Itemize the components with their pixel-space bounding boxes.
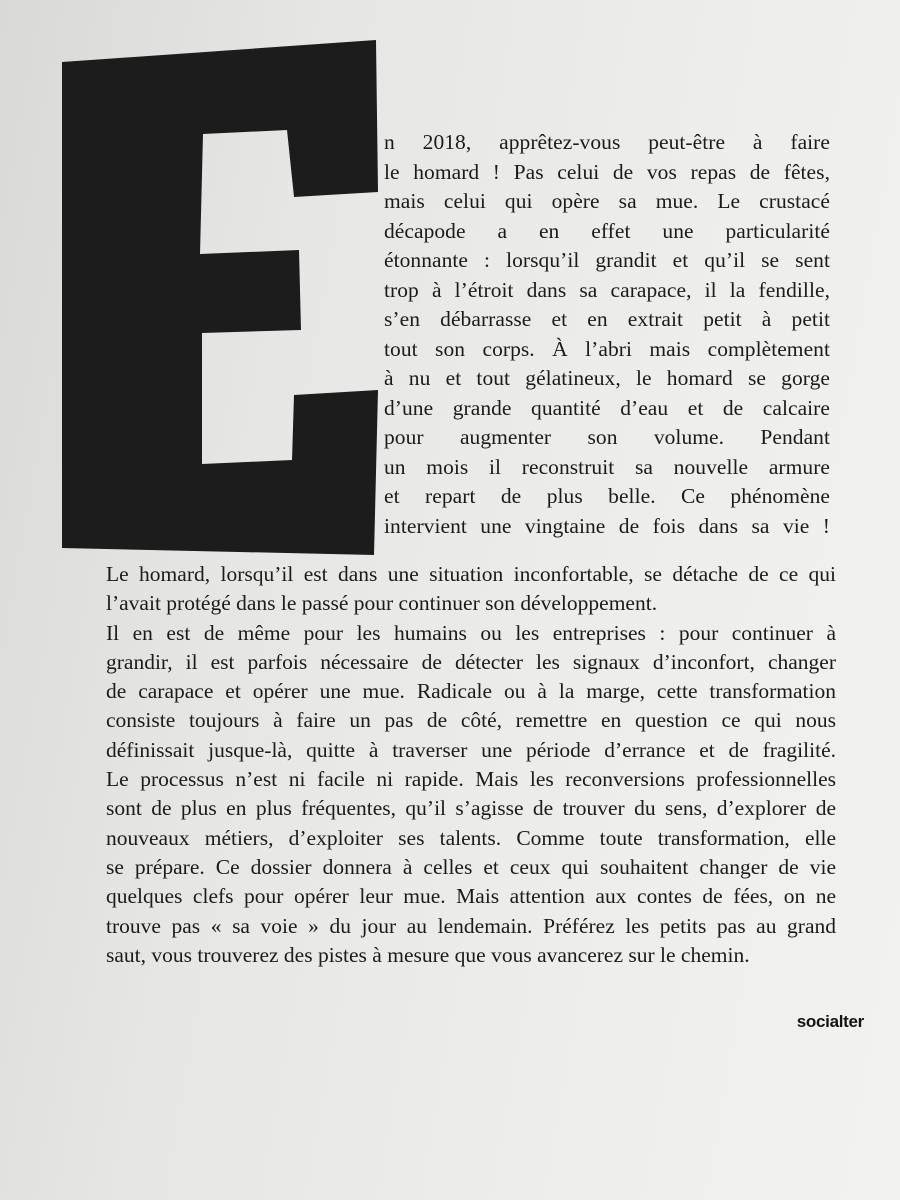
text-line: définissait jusque-là, quitte à traverser une période d’errance et de fragilité.	[106, 737, 836, 762]
text-line: à nu et tout gélatineux, le homard se gorge	[384, 366, 830, 390]
text-line: n 2018, apprêtez-vous peut-être à faire	[384, 130, 830, 154]
text-line: tout son corps. À l’abri mais complètement	[384, 336, 830, 361]
lead-paragraph	[384, 128, 830, 541]
text-line: de carapace et opérer une mue. Radicale ou à la marge, cette transformation	[106, 679, 836, 704]
drop-cap	[62, 40, 378, 555]
text-line: Le homard, lorsqu’il est dans une situation inconfortable, se détache de ce qui	[106, 562, 836, 586]
text-line: pour augmenter son volume. Pendant	[384, 425, 830, 449]
text-line: Il en est de même pour les humains ou les entreprises : pour continuer à	[106, 620, 836, 645]
text-line: mais celui qui opère sa mue. Le crustacé	[384, 189, 830, 213]
paragraph-lobster-comfort	[106, 560, 836, 619]
text-line: étonnante : lorsqu’il grandit et qu’il se sent	[384, 248, 830, 272]
text-line: un mois il reconstruit sa nouvelle armure	[384, 454, 830, 479]
text-line: se prépare. Ce dossier donnera à celles et ceux qui souhaitent changer de vie	[106, 854, 836, 879]
text-line: trop à l’étroit dans sa carapace, il la fendille,	[384, 277, 830, 302]
text-line: intervient une vingtaine de fois dans sa vie !	[384, 513, 830, 538]
text-line: trouve pas « sa voie » du jour au lendemain. Préférez les petits pas au grand	[106, 913, 836, 938]
text-line: décapode a en effet une particularité	[384, 218, 830, 243]
paragraph-humans-companies	[106, 619, 836, 971]
text-line: consiste toujours à faire un pas de côté, remettre en question ce qui nous	[106, 708, 836, 733]
text-line: nouveaux métiers, d’exploiter ses talents. Comme toute transformation, elle	[106, 825, 836, 850]
publication-signature: socialter	[796, 1012, 864, 1031]
article-body	[106, 560, 836, 970]
text-line: et repart de plus belle. Ce phénomène	[384, 484, 830, 508]
text-line: d’une grande quantité d’eau et de calcaire	[384, 395, 830, 420]
text-line: quelques clefs pour opérer leur mue. Mais attention aux contes de fées, on ne	[106, 884, 836, 909]
text-line: l’avait protégé dans le passé pour continuer son développement.	[106, 591, 658, 616]
text-line: grandir, il est parfois nécessaire de détecter les signaux d’inconfort, changer	[106, 649, 836, 674]
text-line: s’en débarrasse et en extrait petit à petit	[384, 307, 830, 331]
text-line: saut, vous trouverez des pistes à mesure que vous avancerez sur le chemin.	[106, 942, 750, 967]
drop-cap-glyph	[62, 40, 378, 555]
text-line: Le processus n’est ni facile ni rapide. Mais les reconversions professionnelles	[106, 767, 836, 792]
text-line: le homard ! Pas celui de vos repas de fêtes,	[384, 159, 830, 184]
text-line: sont de plus en plus fréquentes, qu’il s’agisse de trouver du sens, d’explorer de	[106, 796, 836, 821]
